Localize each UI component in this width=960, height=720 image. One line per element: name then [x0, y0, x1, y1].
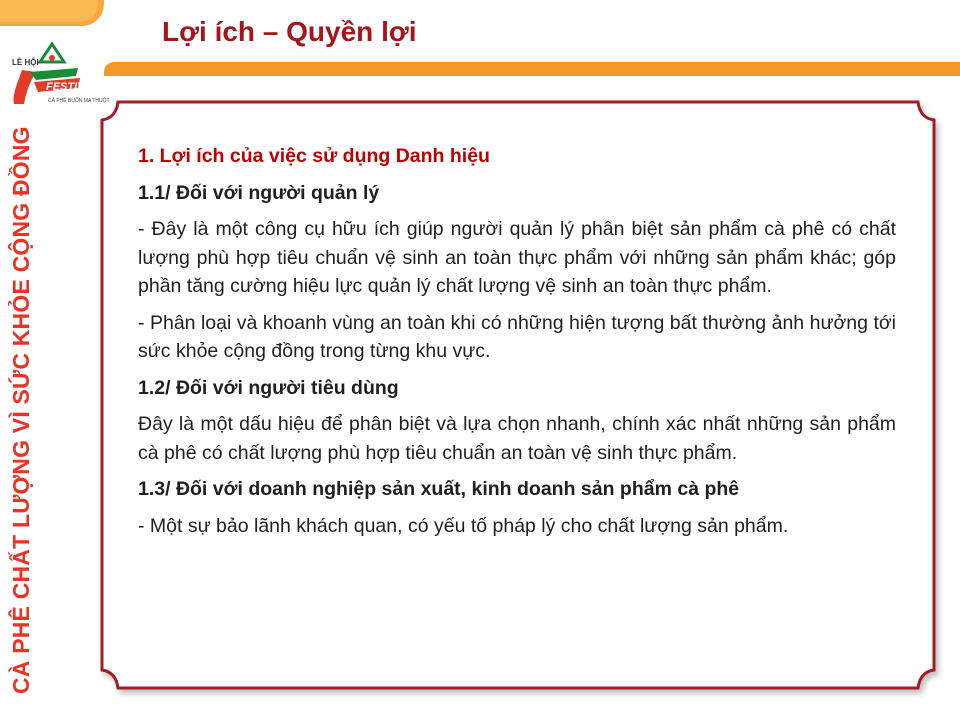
top-left-accent-bar: [0, 0, 104, 26]
logo-caption: LỄ HỘI: [12, 58, 39, 67]
logo-dot-icon: [49, 55, 55, 61]
section-title: 1. Lợi ích của việc sử dụng Danh hiệu: [138, 145, 490, 167]
title-underline-bar: [104, 62, 960, 76]
subsection-business-title: 1.3/ Đối với doanh nghiệp sản xuất, kinh doanh sản phẩm cà phê: [138, 478, 740, 500]
subsection-manager-title: 1.1/ Đối với người quản lý: [138, 181, 380, 204]
logo-wordmark: FESTIVAL: [46, 81, 99, 93]
logo-band-icon: [30, 68, 78, 80]
content-body: [138, 142, 896, 548]
vertical-slogan: CÀ PHÊ CHẤT LƯỢNG VÌ SỨC KHỎE CỘNG ĐỒNG: [8, 126, 34, 694]
subsection-consumer-title: 1.2/ Đối với người tiêu dùng: [138, 376, 399, 399]
manager-paragraph-2: - Phân loại và khoanh vùng an toàn khi có những hiện tượng bất thường ảnh hưởng tới sức khỏe cộng đồng trong từng khu vực.: [138, 311, 896, 362]
slide-title: Lợi ích – Quyền lợi: [162, 16, 417, 47]
manager-paragraph-1: - Đây là một công cụ hữu ích giúp người quản lý phân biệt sản phẩm cà phê có chất lượng phù hợp tiêu chuẩn vệ sinh an toàn thực phẩm với những sản phẩm khác; góp phần tăng cường hiệu lực quản lý chất lượng vệ sinh an toàn thực phẩm.: [138, 218, 896, 297]
festival-logo: [8, 42, 110, 124]
consumer-paragraph: Đây là một dấu hiệu để phân biệt và lựa chọn nhanh, chính xác nhất những sản phẩm cà phê có chất lượng phù hợp tiêu chuẩn an toàn vệ sinh thực phẩm.: [138, 413, 896, 464]
business-paragraph: - Một sự bảo lãnh khách quan, có yếu tố pháp lý cho chất lượng sản phẩm.: [138, 514, 789, 537]
logo-subtitle: CÀ PHÊ BUÔN MA THUỘT: [48, 98, 110, 104]
